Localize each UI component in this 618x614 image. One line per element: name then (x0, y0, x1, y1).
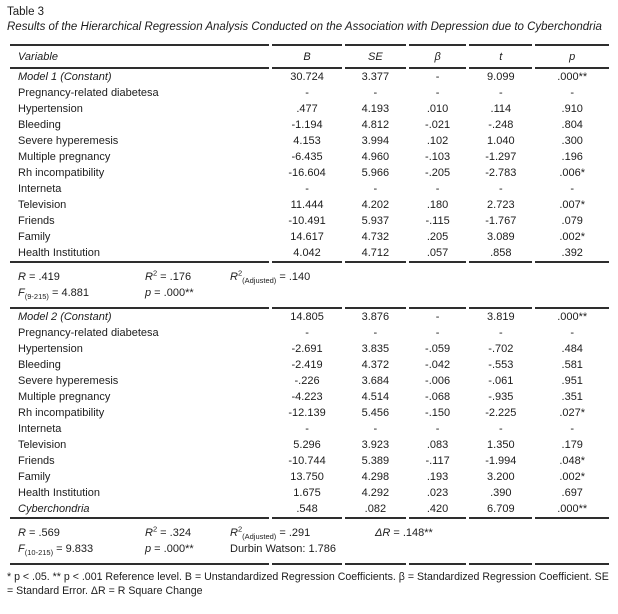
model1-rows (10, 69, 609, 263)
stat-item: $R^2 = .176$ (145, 268, 192, 283)
stat-item: $R^2 = .324$ (145, 524, 192, 539)
cell-value: 3.684 (361, 375, 390, 387)
cell-value: -1.297 (485, 151, 517, 163)
cell-value: - (305, 423, 309, 435)
table-row (10, 197, 609, 213)
cell-value: .205 (426, 231, 449, 243)
cell-value: - (435, 71, 440, 83)
cell-value: - (373, 327, 378, 339)
cell-value: 2.723 (487, 199, 515, 211)
cell-value: -.103 (425, 151, 451, 163)
cell-value: -2.225 (485, 407, 517, 419)
col-header-se: SE (345, 44, 406, 69)
row-label: Multiple pregnancy (18, 151, 111, 163)
cell-value: -16.604 (288, 167, 326, 179)
table-row (10, 389, 609, 405)
cell-value: 9.099 (487, 71, 515, 83)
model2-rows (10, 307, 609, 519)
cell-value: 4.292 (361, 487, 390, 499)
cell-value: 4.202 (361, 199, 390, 211)
cell-value: .951 (561, 375, 583, 387)
row-label: Rh incompatibility (18, 407, 105, 419)
cell-value: - (435, 183, 440, 195)
cell-value: 6.709 (469, 501, 532, 519)
cell-value: 3.835 (361, 343, 390, 355)
cell-value: -10.744 (288, 455, 326, 467)
row-label: Television (18, 199, 67, 211)
cell-value: .910 (561, 103, 583, 115)
row-label: Friends (18, 455, 55, 467)
stat-item: R = .419 (18, 271, 60, 283)
cell-value: .420 (409, 501, 466, 519)
table-row (10, 405, 609, 421)
model2-summary-line2 (18, 541, 609, 557)
cell-value: - (305, 327, 309, 339)
cell-value: -10.491 (288, 215, 326, 227)
table-row (10, 421, 609, 437)
cell-value: -.553 (488, 359, 514, 371)
cell-value: 3.377 (361, 71, 390, 83)
table-row (10, 453, 609, 469)
cell-value: 3.200 (487, 471, 515, 483)
cell-value: -.117 (425, 455, 450, 467)
cell-value: .048* (559, 455, 586, 467)
table-row (10, 133, 609, 149)
cell-value: -12.139 (288, 407, 326, 419)
cell-value: .002* (559, 231, 586, 243)
table-row (10, 485, 609, 501)
cell-value: 4.712 (345, 245, 406, 263)
table-row (10, 325, 609, 341)
cell-value: 5.456 (361, 407, 390, 419)
cell-value: - (435, 87, 440, 99)
cell-value: 4.960 (361, 151, 390, 163)
cell-value: -.061 (488, 375, 514, 387)
row-label: Friends (18, 215, 55, 227)
stat-item: R = .569 (18, 527, 60, 539)
row-label: Model 1 (Constant) (18, 71, 112, 83)
row-label: Cyberchondria (10, 501, 269, 519)
cell-value: .351 (561, 391, 583, 403)
cell-value: -.115 (425, 215, 450, 227)
cell-value: - (373, 423, 378, 435)
row-label: Health Institution (10, 245, 269, 263)
table-row (10, 181, 609, 197)
cell-value: -.150 (425, 407, 451, 419)
stat-item: Durbin Watson: 1.786 (230, 543, 336, 555)
row-label: Model 2 (Constant) (10, 307, 269, 325)
stat-item: $R^2_{(Adjusted)} = .140$ (230, 268, 311, 286)
cell-value: .057 (409, 245, 466, 263)
table-row (10, 229, 609, 245)
table-row (10, 245, 609, 263)
cell-value: - (373, 183, 378, 195)
cell-value: .000** (535, 501, 609, 519)
row-label: Family (18, 471, 51, 483)
row-label: Health Institution (18, 487, 100, 499)
cell-value: .079 (561, 215, 583, 227)
cell-value: 30.724 (290, 71, 324, 83)
cell-value: -.248 (488, 119, 514, 131)
cell-value: 1.675 (293, 487, 321, 499)
cell-value: -2.419 (291, 359, 323, 371)
cell-value: .000** (535, 307, 609, 325)
table-caption-label: Table 3 (7, 6, 45, 18)
model1-summary-row (10, 263, 609, 307)
stat-item: ΔR = .148** (375, 527, 433, 539)
row-label: Television (18, 439, 67, 451)
cell-value: .804 (561, 119, 583, 131)
col-header-beta: β (409, 44, 466, 69)
cell-value: 4.372 (361, 359, 390, 371)
cell-value: 4.298 (361, 471, 390, 483)
cell-value: -1.994 (485, 455, 517, 467)
table-row (10, 469, 609, 485)
cell-value: 3.819 (469, 307, 532, 325)
model2-summary-line1 (18, 525, 609, 541)
cell-value: 13.750 (290, 471, 324, 483)
cell-value: -.702 (488, 343, 514, 355)
cell-value: 3.089 (487, 231, 515, 243)
cell-value: .179 (561, 439, 583, 451)
table-footnote: * p < .05. ** p < .001 Reference level. B = Unstandardized Regression Coefficients. β = Standardized Regression Coefficient. SE = Standard Error. ΔR = R Square Change (7, 571, 609, 597)
cell-value: - (498, 87, 503, 99)
cell-value: - (305, 87, 309, 99)
model1-summary-line1 (18, 269, 609, 285)
cell-value: -1.194 (291, 119, 323, 131)
stat-item: p = .000** (145, 287, 194, 299)
cell-value: .392 (535, 245, 609, 263)
cell-value: .697 (561, 487, 583, 499)
cell-value: 3.923 (361, 439, 390, 451)
row-label: Interneta (18, 423, 62, 435)
cell-value: -.021 (425, 119, 451, 131)
cell-value: .000** (557, 71, 588, 83)
cell-value: .196 (561, 151, 583, 163)
cell-value: -.935 (488, 391, 514, 403)
cell-value: -1.767 (485, 215, 517, 227)
stat-item: $R^2_{(Adjusted)} = .291$ (230, 524, 311, 542)
cell-value: .858 (469, 245, 532, 263)
col-header-b: B (272, 44, 341, 69)
model1-summary-line2 (18, 285, 609, 301)
cell-value: -2.783 (485, 167, 517, 179)
cell-value: 5.389 (361, 455, 390, 467)
cell-value: .027* (559, 407, 586, 419)
row-label: Pregnancy-related diabetesa (18, 87, 159, 99)
cell-value: .082 (345, 501, 406, 519)
cell-value: - (570, 87, 575, 99)
cell-value: .193 (426, 471, 449, 483)
cell-value: -.068 (425, 391, 451, 403)
cell-value: - (570, 327, 575, 339)
cell-value: - (409, 307, 466, 325)
cell-value: 1.040 (487, 135, 515, 147)
table-row (10, 357, 609, 373)
row-label: Hypertension (18, 343, 83, 355)
row-label: Rh incompatibility (18, 167, 105, 179)
cell-value: .581 (561, 359, 583, 371)
table-row (10, 149, 609, 165)
col-header-t: t (469, 44, 532, 69)
cell-value: 14.617 (290, 231, 324, 243)
table-header (10, 44, 609, 69)
cell-value: 4.153 (293, 135, 321, 147)
stat-item: $F_{(9-215)} = 4.881$ (18, 287, 89, 302)
cell-value: .477 (296, 103, 318, 115)
table-caption-title: Results of the Hierarchical Regression Analysis Conducted on the Association with Depression due to Cyberchondria (7, 21, 602, 33)
model1-summary (10, 263, 609, 307)
table-row (10, 501, 609, 519)
cell-value: -.006 (425, 375, 451, 387)
col-header-variable: Variable (10, 44, 269, 69)
cell-value: 4.193 (361, 103, 390, 115)
cell-value: .083 (426, 439, 449, 451)
cell-value: .007* (559, 199, 586, 211)
cell-value: .390 (490, 487, 512, 499)
cell-value: -.042 (425, 359, 451, 371)
cell-value: 4.812 (361, 119, 390, 131)
row-label: Interneta (18, 183, 62, 195)
table-row (10, 373, 609, 389)
stat-item: p = .000** (145, 543, 194, 555)
cell-value: 1.350 (487, 439, 515, 451)
cell-value: 3.994 (361, 135, 390, 147)
row-label: Hypertension (18, 103, 83, 115)
cell-value: 14.805 (272, 307, 341, 325)
cell-value: .010 (426, 103, 449, 115)
table-row (10, 341, 609, 357)
cell-value: 5.937 (361, 215, 390, 227)
cell-value: - (435, 423, 440, 435)
header-row (10, 44, 609, 69)
cell-value: -6.435 (291, 151, 323, 163)
table-row (10, 69, 609, 85)
bottom-rule (10, 563, 609, 565)
cell-value: 4.514 (361, 391, 390, 403)
cell-value: -.205 (425, 167, 451, 179)
cell-value: .006* (559, 167, 586, 179)
row-label: Severe hyperemesis (18, 135, 119, 147)
stat-item: $F_{(10-215)} = 9.833$ (18, 543, 94, 558)
cell-value: - (498, 183, 503, 195)
cell-value: 3.876 (345, 307, 406, 325)
cell-value: - (498, 423, 503, 435)
table-row (10, 307, 609, 325)
cell-value: .102 (426, 135, 449, 147)
cell-value: 11.444 (290, 199, 324, 211)
table-row (10, 437, 609, 453)
cell-value: - (498, 327, 503, 339)
table-row (10, 85, 609, 101)
table-row (10, 101, 609, 117)
cell-value: .180 (426, 199, 449, 211)
model2-summary-row (10, 519, 609, 563)
row-label: Family (18, 231, 51, 243)
cell-value: -.226 (294, 375, 320, 387)
cell-value: .300 (561, 135, 583, 147)
cell-value: - (570, 183, 575, 195)
cell-value: .548 (272, 501, 341, 519)
cell-value: - (435, 327, 440, 339)
row-label: Bleeding (18, 119, 61, 131)
cell-value: 4.042 (272, 245, 341, 263)
row-label: Severe hyperemesis (18, 375, 119, 387)
col-header-p: p (535, 44, 609, 69)
table-row (10, 117, 609, 133)
table-row (10, 165, 609, 181)
cell-value: 5.966 (361, 167, 390, 179)
cell-value: 5.296 (293, 439, 321, 451)
cell-value: - (305, 183, 309, 195)
cell-value: - (373, 87, 378, 99)
regression-table (7, 44, 612, 565)
cell-value: -2.691 (291, 343, 323, 355)
row-label: Pregnancy-related diabetesa (18, 327, 159, 339)
cell-value: -4.223 (291, 391, 323, 403)
cell-value: -.059 (425, 343, 451, 355)
table-row (10, 213, 609, 229)
model2-summary (10, 519, 609, 565)
cell-value: .002* (559, 471, 586, 483)
cell-value: .023 (426, 487, 449, 499)
cell-value: - (570, 423, 575, 435)
cell-value: .484 (561, 343, 583, 355)
cell-value: 4.732 (361, 231, 390, 243)
row-label: Multiple pregnancy (18, 391, 111, 403)
cell-value: .114 (490, 103, 512, 115)
row-label: Bleeding (18, 359, 61, 371)
